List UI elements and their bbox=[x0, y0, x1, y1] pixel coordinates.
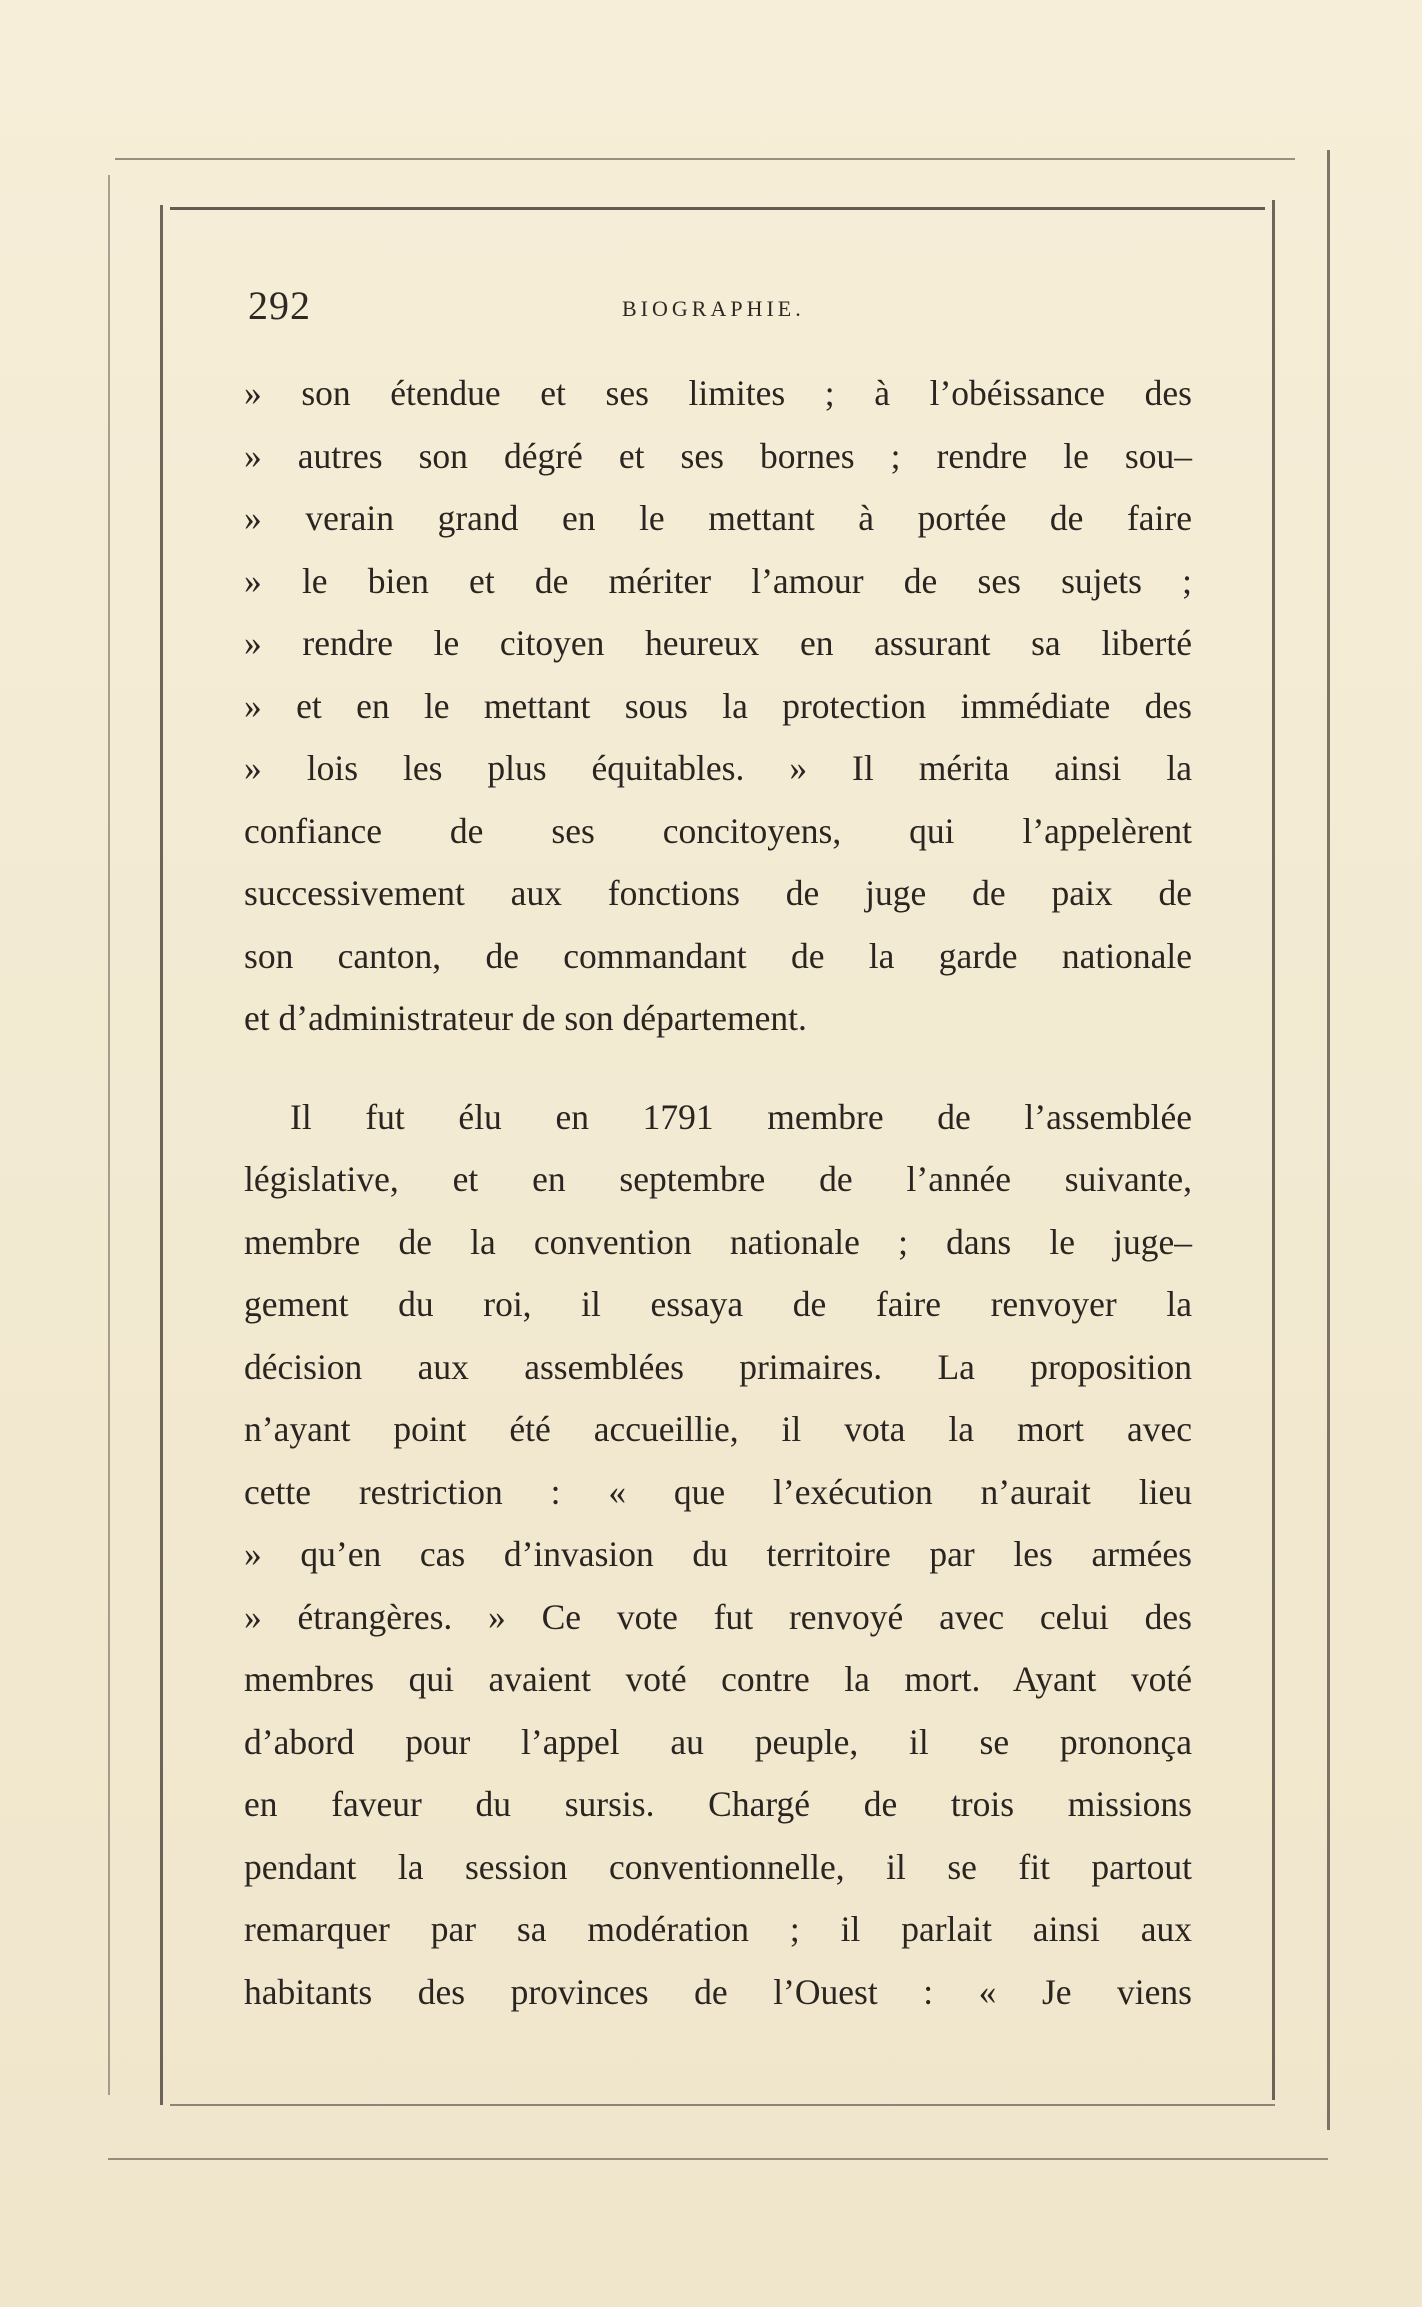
frame-rule-left-outer bbox=[108, 175, 110, 2095]
text-line: confiance de ses concitoyens, qui l’appelèrent bbox=[244, 810, 1192, 851]
text-line: » lois les plus équitables. » Il mérita ainsi la bbox=[244, 748, 1192, 788]
text-line: n’ayant point été accueillie, il vota la mort avec bbox=[244, 1409, 1192, 1449]
body-text bbox=[244, 362, 1192, 2023]
page-header bbox=[248, 282, 1188, 338]
text-line: décision aux assemblées primaires. La proposition bbox=[244, 1346, 1192, 1387]
text-line: habitants des provinces de l’Ouest : « Je viens bbox=[244, 1971, 1192, 2012]
text-line: membres qui avaient voté contre la mort. Ayant voté bbox=[244, 1659, 1192, 1699]
frame-rule-top-inner bbox=[170, 207, 1265, 210]
text-line: en faveur du sursis. Chargé de trois missions bbox=[244, 1784, 1192, 1824]
frame-rule-bottom-inner bbox=[170, 2104, 1275, 2106]
text-line: » et en le mettant sous la protection immédiate des bbox=[244, 685, 1192, 726]
frame-rule-top-outer bbox=[115, 158, 1295, 160]
text-line: Il fut élu en 1791 membre de l’assemblée bbox=[290, 1096, 1192, 1137]
text-line: » qu’en cas d’invasion du territoire par les armées bbox=[244, 1534, 1192, 1574]
paragraph-1 bbox=[244, 362, 1192, 1050]
page-number: 292 bbox=[248, 283, 311, 328]
frame-rule-left-inner bbox=[160, 205, 163, 2105]
frame-rule-right-outer bbox=[1327, 150, 1330, 2130]
text-line: » autres son dégré et ses bornes ; rendre le sou– bbox=[244, 435, 1192, 476]
frame-rule-bottom-outer bbox=[108, 2158, 1328, 2160]
frame-rule-right-inner bbox=[1272, 200, 1275, 2100]
text-line: membre de la convention nationale ; dans le juge– bbox=[244, 1221, 1192, 1262]
text-line: » étrangères. » Ce vote fut renvoyé avec celui des bbox=[244, 1596, 1192, 1637]
text-line: » son étendue et ses limites ; à l’obéissance des bbox=[244, 373, 1192, 413]
text-line: successivement aux fonctions de juge de paix de bbox=[244, 873, 1192, 913]
text-line: gement du roi, il essaya de faire renvoyer la bbox=[244, 1284, 1192, 1324]
paragraph-2 bbox=[244, 1086, 1192, 2024]
text-line: » rendre le citoyen heureux en assurant sa liberté bbox=[244, 623, 1192, 663]
text-line: législative, et en septembre de l’année suivante, bbox=[244, 1159, 1192, 1199]
text-line: cette restriction : « que l’exécution n’aurait lieu bbox=[244, 1471, 1192, 1512]
text-line: et d’administrateur de son département. bbox=[244, 998, 807, 1038]
text-line: d’abord pour l’appel au peuple, il se prononça bbox=[244, 1721, 1192, 1762]
text-line: remarquer par sa modération ; il parlait ainsi aux bbox=[244, 1909, 1192, 1949]
text-line: son canton, de commandant de la garde nationale bbox=[244, 935, 1192, 976]
paragraph-gap bbox=[244, 1050, 1192, 1086]
text-line: pendant la session conventionnelle, il se fit partout bbox=[244, 1846, 1192, 1887]
text-line: » le bien et de mériter l’amour de ses sujets ; bbox=[244, 560, 1192, 601]
running-head: BIOGRAPHIE. bbox=[622, 296, 805, 321]
text-line: » verain grand en le mettant à portée de faire bbox=[244, 498, 1192, 538]
